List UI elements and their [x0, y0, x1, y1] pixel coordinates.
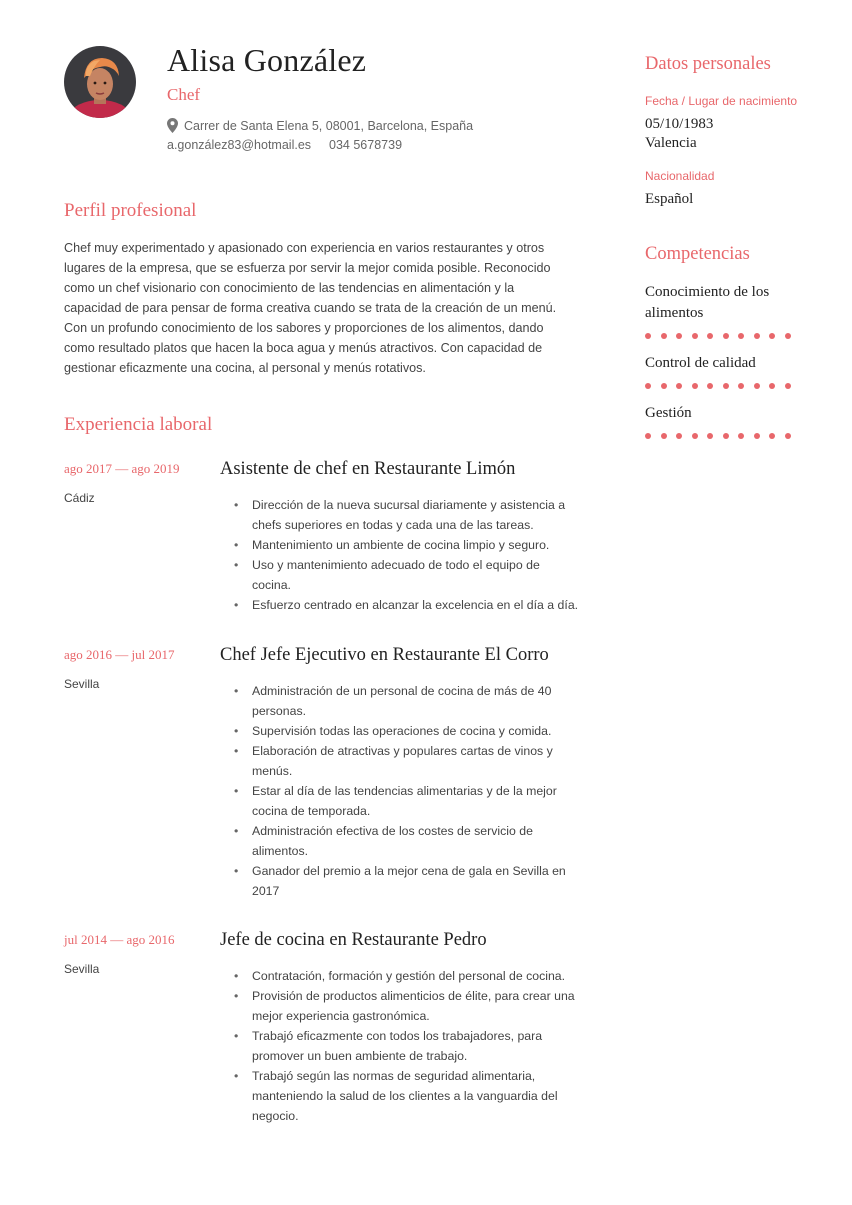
skill-name: Gestión: [645, 405, 692, 421]
skill-dot: [676, 383, 682, 389]
job-bullet: • Esfuerzo centrado en alcanzar la excelencia en el día a día.: [220, 595, 580, 615]
job-bullet: • Administración de un personal de cocina de más de 40 personas.: [220, 681, 580, 721]
skill-dot: [785, 433, 791, 439]
birth-date: 05/10/1983: [645, 116, 714, 132]
skill-dot: [707, 333, 713, 339]
birth-place: Valencia: [645, 135, 697, 151]
job-bullet-list: [220, 966, 580, 1126]
nationality-label: Nacionalidad: [645, 169, 715, 183]
contact-row: [167, 138, 402, 152]
address-row: [167, 118, 473, 133]
profile-heading: Perfil profesional: [64, 200, 197, 221]
candidate-name: Alisa González: [167, 42, 367, 78]
skill-dot: [661, 383, 667, 389]
job-bullet: • Trabajó según las normas de seguridad alimentaria, manteniendo la salud de los clientes a la vanguardia del negocio.: [220, 1066, 580, 1126]
skill-name: Conocimiento de los alimentos: [645, 284, 770, 321]
job-location: Cádiz: [64, 491, 95, 505]
skills-heading: Competencias: [645, 244, 750, 264]
candidate-job-title: Chef: [167, 85, 201, 104]
skill-dot: [769, 333, 775, 339]
skill-dot: [754, 333, 760, 339]
skill-dot: [661, 333, 667, 339]
job-bullet: • Uso y mantenimiento adecuado de todo el equipo de cocina.: [220, 555, 580, 595]
job-title: Jefe de cocina en Restaurante Pedro: [220, 930, 487, 950]
skill-dot: [723, 433, 729, 439]
job-title: Asistente de chef en Restaurante Limón: [220, 459, 516, 479]
job-bullet: • Provisión de productos alimenticios de élite, para crear una mejor experiencia gastronómica.: [220, 986, 580, 1026]
job-dates: ago 2016 — jul 2017: [64, 647, 175, 662]
skill-dot: [723, 333, 729, 339]
job-bullet-list: [220, 681, 580, 901]
skill-dot: [769, 433, 775, 439]
job-bullet: • Estar al día de las tendencias alimentarias y de la mejor cocina de temporada.: [220, 781, 580, 821]
skill-dot: [738, 333, 744, 339]
phone-number: 034 5678739: [329, 138, 403, 152]
job-dates: ago 2017 — ago 2019: [64, 461, 180, 476]
job-location: Sevilla: [64, 962, 100, 976]
job-bullet: • Administración efectiva de los costes de servicio de alimentos.: [220, 821, 580, 861]
skill-dot: [676, 333, 682, 339]
job-bullet-list: [220, 495, 580, 615]
profile-photo: [64, 46, 136, 118]
skill-dot: [645, 333, 651, 339]
skill-dot: [738, 433, 744, 439]
skill-dot: [723, 383, 729, 389]
job-bullet: • Ganador del premio a la mejor cena de gala en Sevilla en 2017: [220, 861, 580, 901]
job-bullet: • Mantenimiento un ambiente de cocina limpio y seguro.: [220, 535, 580, 555]
skill-dot: [692, 333, 698, 339]
skill-level-dots: [645, 433, 791, 439]
job-location: Sevilla: [64, 677, 100, 691]
profile-text: Chef muy experimentado y apasionado con experiencia en varios restaurantes y otros lugares de la empresa, que se esfuerza por servir la mejor comida posible. Reconocido como un chef visionario con conocimiento de las tendencias en alimentación y la capacidad de para pensar de forma creativa cuando se trata de la creación de un menú. Con un profundo conocimiento de los sabores y proporciones de los alimentos, dando como resultado platos que hacen la boca agua y menús atractivos. Con capacidad de gestionar eficazmente una cocina, al personal y menús rotativos.: [64, 241, 557, 375]
avatar: [64, 46, 136, 118]
job-title: Chef Jefe Ejecutivo en Restaurante El Corro: [220, 645, 549, 665]
skill-dot: [692, 433, 698, 439]
job-bullet: • Contratación, formación y gestión del personal de cocina.: [220, 966, 580, 986]
skill-dot: [769, 383, 775, 389]
experience-heading: Experiencia laboral: [64, 414, 213, 435]
job-bullet: • Supervisión todas las operaciones de cocina y comida.: [220, 721, 580, 741]
skill-dot: [707, 433, 713, 439]
skill-dot: [738, 383, 744, 389]
skill-dot: [661, 433, 667, 439]
birth-label: Fecha / Lugar de nacimiento: [645, 94, 798, 108]
skill-dot: [754, 433, 760, 439]
skill-dot: [676, 433, 682, 439]
skill-dot: [645, 433, 651, 439]
job-bullet: • Trabajó eficazmente con todos los trabajadores, para promover un buen ambiente de trabajo.: [220, 1026, 580, 1066]
job-bullet: • Elaboración de atractivas y populares cartas de vinos y menús.: [220, 741, 580, 781]
skill-dot: [692, 383, 698, 389]
skill-dot: [785, 333, 791, 339]
job-bullet: • Dirección de la nueva sucursal diariamente y asistencia a chefs superiores en todas y cada una de las tareas.: [220, 495, 580, 535]
address-text: Carrer de Santa Elena 5, 08001, Barcelona, España: [184, 118, 474, 133]
skill-dot: [754, 383, 760, 389]
skill-level-dots: [645, 333, 791, 339]
skill-dot: [645, 383, 651, 389]
skill-dot: [785, 383, 791, 389]
skill-name: Control de calidad: [645, 355, 756, 371]
job-dates: jul 2014 — ago 2016: [64, 932, 175, 947]
nationality-value: Español: [645, 191, 694, 207]
email-link[interactable]: a.gonzález83@hotmail.es: [167, 138, 312, 152]
personal-data-heading: Datos personales: [645, 54, 771, 74]
location-pin-icon: [167, 118, 178, 133]
skill-level-dots: [645, 383, 791, 389]
skill-dot: [707, 383, 713, 389]
